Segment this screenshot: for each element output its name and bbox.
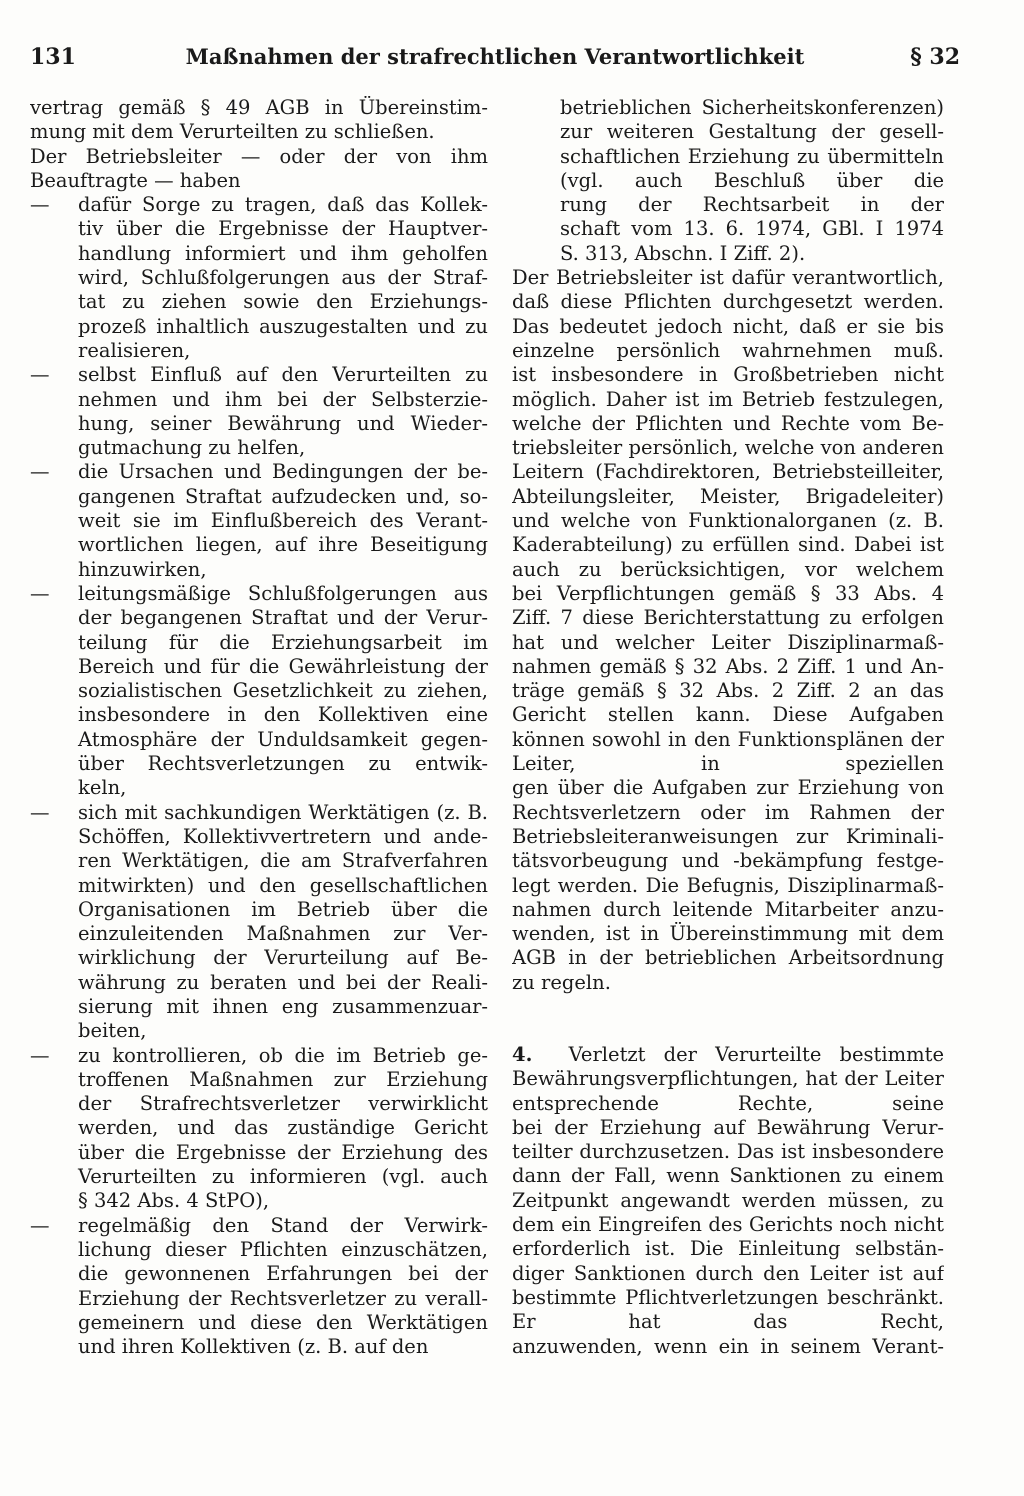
text-line: zur weiteren Gestaltung der gesell-: [560, 120, 944, 144]
page-header: [30, 44, 960, 80]
text-line: Kaderabteilung) zu erfüllen sind. Dabei ist: [512, 533, 944, 557]
text-line: § 342 Abs. 4 StPO),: [78, 1189, 270, 1213]
text-line: gangenen Straftat aufzudecken und, so-: [78, 484, 488, 508]
running-title: Maßnahmen der strafrechtlichen Verantwortlichkeit: [185, 44, 805, 69]
text-line: handlung informiert und ihm geholfen: [78, 241, 488, 265]
text-line: dann der Fall, wenn Sanktionen zu einem: [512, 1164, 944, 1188]
list-item: [30, 1044, 488, 1214]
right-column: [512, 96, 944, 1359]
text-line: wird, Schlußfolgerungen aus der Straf-: [78, 266, 488, 290]
text-line: und welche von Funktionalorganen (z. B.: [512, 509, 944, 533]
text-line: selbst Einfluß auf den Verurteilten zu: [78, 363, 488, 387]
text-line: Gericht stellen kann. Diese Aufgaben: [512, 703, 944, 727]
lead-paragraph: [30, 145, 488, 194]
text-line: Bewährungsverpflichtungen, hat der Leiter: [512, 1067, 944, 1091]
text-line: bei der Erziehung auf Bewährung Verur-: [512, 1115, 944, 1139]
text-line: daß diese Pflichten durchgesetzt werden.: [512, 290, 944, 314]
text-line: bei Verpflichtungen gemäß § 33 Abs. 4: [512, 581, 944, 605]
text-line: tätsvorbeugung und -bekämpfung festge-: [512, 849, 944, 873]
text-line: nehmen und ihm bei der Selbsterzie-: [78, 387, 488, 411]
text-line: tiv über die Ergebnisse der Hauptver-: [78, 217, 488, 241]
text-line: legt werden. Die Befugnis, Disziplinarmaß-: [512, 873, 944, 897]
text-line: regelmäßig den Stand der Verwirk-: [78, 1213, 488, 1237]
text-line: und ihren Kollektiven (z. B. auf den: [78, 1335, 429, 1359]
body-paragraph: [512, 266, 944, 995]
text-line: schaft vom 13. 6. 1974, GBl. I 1974: [560, 217, 944, 241]
section-4-paragraph: [512, 1043, 944, 1359]
text-line: Betriebsleiteranweisungen zur Kriminali-: [512, 824, 944, 848]
text-line: S. 313, Abschn. I Ziff. 2).: [560, 241, 806, 265]
text-line: wenden, ist in Übereinstimmung mit dem: [512, 922, 944, 946]
text-line: keln,: [78, 776, 127, 800]
text-line: [512, 1043, 944, 1067]
text-line: Bereich und für die Gewährleistung der: [78, 654, 488, 678]
text-line: die Ursachen und Bedingungen der be-: [78, 460, 488, 484]
list-item: [30, 193, 488, 363]
text-line: rung der Rechtsarbeit in der: [560, 193, 944, 217]
text-line: zu kontrollieren, ob die im Betrieb ge-: [78, 1043, 488, 1067]
text-line: gemeinern und diese den Werktätigen: [78, 1310, 488, 1334]
text-line: anzuwenden, wenn ein in seinem Verant-: [512, 1334, 944, 1358]
list-item: [30, 1214, 488, 1360]
text-line: betrieblichen Sicherheitskonferenzen): [560, 96, 944, 119]
text-line: der Strafrechtsverletzer verwirklicht: [78, 1092, 488, 1116]
text-line: insbesondere in den Kollektiven eine: [78, 703, 488, 727]
text-line: ren Werktätigen, die am Strafverfahren: [78, 849, 488, 873]
text-line: möglich. Daher ist im Betrieb festzulegen,: [512, 387, 944, 411]
dash-bullet: —: [30, 193, 50, 217]
dash-bullet: —: [30, 1043, 50, 1067]
text-line: dem ein Eingreifen des Gerichts noch nicht: [512, 1213, 944, 1237]
text-line: der begangenen Straftat und der Verur-: [78, 606, 488, 630]
emphasis-prefix: Er hat das Recht,: [512, 1310, 944, 1334]
text-line: teilung für die Erziehungsarbeit im: [78, 630, 488, 654]
text-line: gutmachung zu helfen,: [78, 436, 306, 460]
text-line: schaftlichen Erziehung zu übermitteln: [560, 144, 944, 168]
text-line: sich mit sachkundigen Werktätigen (z. B.: [78, 800, 488, 824]
text-line: Organisationen im Betrieb über die: [78, 897, 488, 921]
intro-paragraph: [30, 96, 488, 145]
page-number: 131: [30, 44, 76, 70]
text-line: gen über die Aufgaben zur Erziehung von: [512, 776, 944, 800]
text-line: hat und welcher Leiter Disziplinarmaß-: [512, 630, 944, 654]
text-line: teilter durchzusetzen. Das ist insbesondere: [512, 1140, 944, 1164]
text-line: einzelne persönlich wahrnehmen muß.: [512, 338, 944, 362]
section-reference: § 32: [910, 44, 960, 70]
text-line: Verurteilten zu informieren (vgl. auch: [78, 1165, 488, 1189]
text-line: mung mit dem Verurteilten zu schließen.: [30, 120, 435, 144]
text-line: Leiter, in speziellen: [512, 752, 944, 776]
text-line: [512, 1310, 944, 1334]
left-column: [30, 96, 488, 1359]
text-line: realisieren,: [78, 338, 191, 362]
text-line: mitwirkten) und den gesellschaftlichen: [78, 873, 488, 897]
text-line: sozialistischen Gesetzlichkeit zu ziehen,: [78, 679, 488, 703]
text-line: Rechtsverletzern oder im Rahmen der: [512, 800, 944, 824]
text-line: werden, und das zuständige Gericht: [78, 1116, 488, 1140]
text-line: Atmosphäre der Unduldsamkeit gegen-: [78, 727, 488, 751]
list-item: [30, 801, 488, 1044]
text-line: Das bedeutet jedoch nicht, daß er sie bis: [512, 314, 944, 338]
text-line: auch zu berücksichtigen, vor welchem: [512, 557, 944, 581]
text-line: über Rechtsverletzungen zu entwik-: [78, 752, 488, 776]
text-line: sierung mit ihnen eng zusammenzuar-: [78, 994, 488, 1018]
text-line: Schöffen, Kollektivvertretern und ande-: [78, 824, 488, 848]
dash-bullet: —: [30, 800, 50, 824]
text-line: triebsleiter persönlich, welche von anderen: [512, 436, 944, 460]
text-line: währung zu beraten und bei der Reali-: [78, 970, 488, 994]
text-line: lichung dieser Pflichten einzuschätzen,: [78, 1237, 488, 1261]
text-line: ist insbesondere in Großbetrieben nicht: [512, 363, 944, 387]
text-line: Leitern (Fachdirektoren, Betriebsteilleiter,: [512, 460, 944, 484]
text-line: troffenen Maßnahmen zur Erziehung: [78, 1067, 488, 1091]
text-line: wirklichung der Verurteilung auf Be-: [78, 946, 488, 970]
text-line: zu regeln.: [512, 970, 611, 994]
text-line: Abteilungsleiter, Meister, Brigadeleiter): [512, 484, 944, 508]
text-line: vertrag gemäß § 49 AGB in Übereinstim-: [30, 96, 488, 119]
section-spacer: [512, 995, 944, 1043]
dash-bullet: —: [30, 460, 50, 484]
text-line: die gewonnenen Erfahrungen bei der: [78, 1262, 488, 1286]
text-line: erforderlich ist. Die Einleitung selbstän-: [512, 1237, 944, 1261]
text-line: tat zu ziehen sowie den Erziehungs-: [78, 290, 488, 314]
text-line: über die Ergebnisse der Erziehung des: [78, 1140, 488, 1164]
list-item: [30, 582, 488, 801]
text-line: Erziehung der Rechtsverletzer zu verall-: [78, 1286, 488, 1310]
list-item: [30, 460, 488, 581]
text-line: prozeß inhaltlich auszugestalten und zu: [78, 314, 488, 338]
dash-bullet: —: [30, 581, 50, 605]
dash-bullet: —: [30, 1213, 50, 1237]
text-line: nahmen durch leitende Mitarbeiter anzu-: [512, 897, 944, 921]
text-line: hung, seiner Bewährung und Wieder-: [78, 411, 488, 435]
text-line: Ziff. 7 diese Berichterstattung zu erfolgen: [512, 606, 944, 630]
section-first-line: Verletzt der Verurteilte bestimmte: [568, 1042, 944, 1066]
list-item: [30, 363, 488, 460]
text-line: dafür Sorge zu tragen, daß das Kollek-: [78, 193, 488, 217]
text-line: Beauftragte — haben: [30, 168, 241, 192]
text-line: beiten,: [78, 1019, 147, 1043]
text-line: weit sie im Einflußbereich des Verant-: [78, 509, 488, 533]
text-line: diger Sanktionen durch den Leiter ist auf: [512, 1261, 944, 1285]
text-line: träge gemäß § 32 Abs. 2 Ziff. 2 an das: [512, 679, 944, 703]
text-line: leitungsmäßige Schlußfolgerungen aus: [78, 581, 488, 605]
text-line: Der Betriebsleiter — oder der von ihm: [30, 144, 488, 168]
text-line: wortlichen liegen, auf ihre Beseitigung: [78, 533, 488, 557]
continued-list-item: [512, 96, 944, 266]
text-line: hinzuwirken,: [78, 557, 207, 581]
text-line: können sowohl in den Funktionsplänen der: [512, 727, 944, 751]
text-line: (vgl. auch Beschluß über die: [560, 168, 944, 192]
text-line: einzuleitenden Maßnahmen zur Ver-: [78, 922, 488, 946]
text-line: welche der Pflichten und Rechte vom Be-: [512, 411, 944, 435]
text-line: Zeitpunkt angewandt werden müssen, zu: [512, 1188, 944, 1212]
text-line: Der Betriebsleiter ist dafür verantwortlich,: [512, 266, 944, 290]
text-line: AGB in der betrieblichen Arbeitsordnung: [512, 946, 944, 970]
text-line: entsprechende Rechte, seine: [512, 1091, 944, 1115]
text-line: nahmen gemäß § 32 Abs. 2 Ziff. 1 und An-: [512, 654, 944, 678]
text-line: bestimmte Pflichtverletzungen beschränkt.: [512, 1285, 944, 1309]
dash-bullet: —: [30, 363, 50, 387]
section-number: 4.: [512, 1042, 533, 1066]
